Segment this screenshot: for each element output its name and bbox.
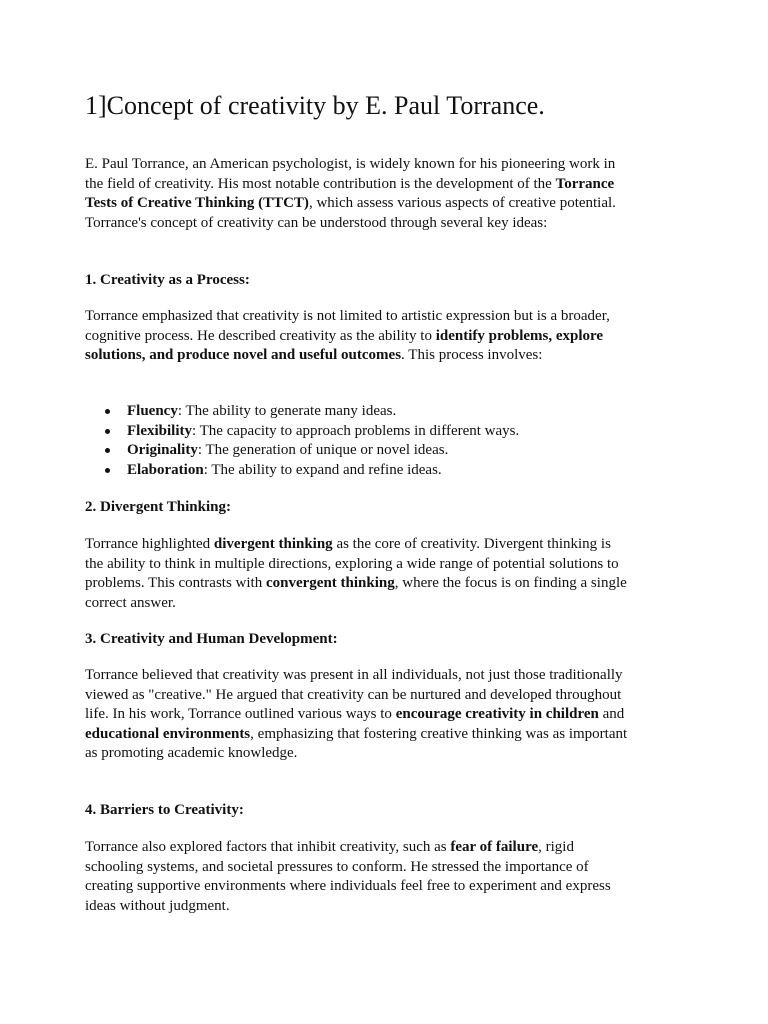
list-desc: : The ability to generate many ideas. <box>177 403 397 419</box>
section1-text-1: Torrance emphasized that creativity is not limited to artistic expression but is a broader, cognitive process. He described creativity as the ability to <box>85 308 610 344</box>
bullet-dot-icon <box>105 429 110 434</box>
section1-heading: 1. Creativity as a Process: <box>85 272 250 288</box>
section4-paragraph <box>85 838 630 916</box>
section3-bold-environments: educational environments <box>85 725 251 742</box>
bullet-dot-icon <box>105 409 110 414</box>
list-item-elaboration <box>105 461 519 481</box>
creativity-components-list <box>105 402 519 480</box>
list-desc: : The generation of unique or novel ideas. <box>197 442 449 459</box>
section3-text-3: , emphasizing that fostering creative thinking was as important as promoting academic knowledge. <box>85 725 628 762</box>
section4-text-1: Torrance also explored factors that inhibit creativity, such as <box>85 839 451 855</box>
list-term: Fluency <box>127 403 178 419</box>
section2-bold-divergent: divergent thinking <box>213 536 333 552</box>
bullet-dot-icon <box>105 448 110 453</box>
section4-heading: 4. Barriers to Creativity: <box>85 802 244 818</box>
list-item-flexibility <box>105 422 519 442</box>
list-desc: : The capacity to approach problems in different ways. <box>192 422 520 439</box>
list-item-originality <box>105 441 519 461</box>
section2-heading: 2. Divergent Thinking: <box>85 499 231 515</box>
list-term: Flexibility <box>127 422 192 439</box>
section3-text-2: and <box>598 706 625 723</box>
section1-text-2: . This process involves: <box>401 347 543 364</box>
list-item-fluency <box>105 402 519 422</box>
section2-text-3: , where the focus is on finding a single correct answer. <box>85 575 627 611</box>
list-desc: : The ability to expand and refine ideas. <box>203 461 442 478</box>
intro-text-2: , which assess various aspects of creative potential. Torrance's concept of creativity can be understood through several key ideas: <box>85 195 616 231</box>
bullet-dot-icon <box>105 468 110 473</box>
intro-text-1: E. Paul Torrance, an American psychologist, is widely known for his pioneering work in the field of creativity. His most notable contribution is the development of the <box>85 156 616 192</box>
intro-paragraph <box>85 155 630 233</box>
section3-heading: 3. Creativity and Human Development: <box>85 631 338 647</box>
section4-text-2: , rigid schooling systems, and societal pressures to conform. He stressed the importance of creating supportive environments where individuals feel free to experiment and express ideas without judgment. <box>85 839 611 914</box>
section3-text-1: Torrance believed that creativity was present in all individuals, not just those traditionally viewed as "creative." He argued that creativity can be nurtured and developed throughout life. In his work, Torrance outlined various ways to <box>85 667 623 723</box>
list-term: Elaboration <box>127 461 204 478</box>
section2-paragraph <box>85 535 630 613</box>
section1-bold: identify problems, explore solutions, and produce novel and useful outcomes <box>85 327 604 364</box>
section3-paragraph <box>85 666 630 764</box>
section3-bold-children: encourage creativity in children <box>395 706 599 723</box>
page-title: 1]Concept of creativity by E. Paul Torrance. <box>85 91 545 120</box>
section4-bold-fear: fear of failure <box>450 839 539 855</box>
section2-text-2: as the core of creativity. Divergent thinking is the ability to think in multiple directions, exploring a wide range of potential solutions to problems. This contrasts with <box>85 536 619 592</box>
section2-bold-convergent: convergent thinking <box>265 575 395 592</box>
section2-text-1: Torrance highlighted <box>85 536 214 552</box>
intro-bold-ttct: Torrance Tests of Creative Thinking (TTCT) <box>85 175 615 212</box>
list-term: Originality <box>127 442 198 459</box>
section1-paragraph <box>85 307 630 366</box>
